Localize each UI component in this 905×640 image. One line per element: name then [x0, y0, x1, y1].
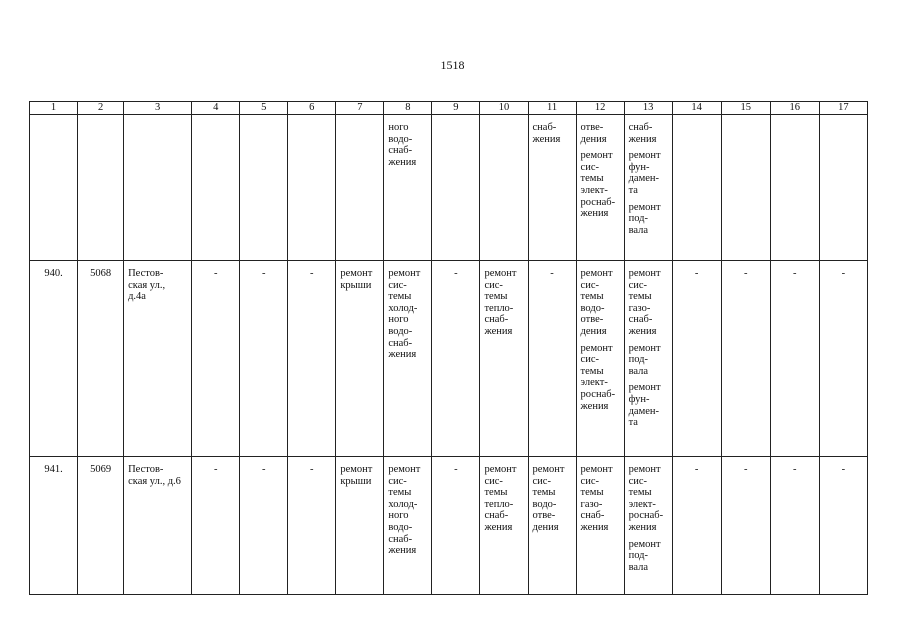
cell-col-13 [624, 457, 672, 595]
column-header: 7 [336, 102, 384, 115]
work-entry: ремонт сис- темы холод- ного водо- снаб- жения [388, 464, 421, 557]
table-row-continuation [30, 115, 868, 261]
column-header: 16 [770, 102, 819, 115]
column-header: 14 [672, 102, 721, 115]
cell-col-12 [576, 261, 624, 457]
address: Пестов- ская ул., д.4а [128, 268, 166, 303]
address-cell [124, 457, 192, 595]
cell [288, 115, 336, 261]
dash-cell [288, 261, 336, 457]
dash-cell [770, 261, 819, 457]
row-number-cell [30, 457, 78, 595]
row-number: 941. [44, 464, 63, 475]
dash: - [261, 464, 266, 475]
dash: - [550, 268, 554, 279]
dash-cell [240, 261, 288, 457]
work-entry: ремонт под- вала [628, 538, 661, 573]
work-entry: ного водо- снаб- жения [388, 122, 417, 168]
cell [480, 115, 528, 261]
building-code: 5069 [90, 464, 112, 475]
repair-schedule-table [29, 101, 868, 595]
work-entry: снаб- жения [532, 122, 561, 145]
dash-cell [721, 261, 770, 457]
work-entry: снаб- жения [628, 122, 657, 145]
cell-col-11 [528, 457, 576, 595]
column-header: 4 [192, 102, 240, 115]
dash-cell [432, 261, 480, 457]
page-number: 1518 [440, 58, 465, 72]
cell-col-12 [576, 457, 624, 595]
work-entry: ремонт сис- темы газо- снаб- жения [628, 268, 661, 337]
work-entry: ремонт сис- темы водо- отве- дения [532, 464, 565, 533]
cell-water-supply [384, 115, 432, 261]
cell-water-supply [384, 261, 432, 457]
column-header: 3 [124, 102, 192, 115]
dash: - [841, 464, 846, 475]
dash-cell [672, 261, 721, 457]
building-code: 5068 [90, 268, 112, 279]
dash-cell [721, 457, 770, 595]
column-header: 12 [576, 102, 624, 115]
dash-cell [672, 457, 721, 595]
column-header: 15 [721, 102, 770, 115]
cell-roof [336, 457, 384, 595]
work-entry: ремонт фун- дамен- та [628, 150, 661, 196]
cell [819, 115, 867, 261]
work-entry: ремонт сис- темы элект- роснаб- жения [580, 342, 616, 412]
dash-cell [770, 457, 819, 595]
cell-col-13 [624, 115, 672, 261]
dash: - [213, 464, 218, 475]
dash-cell [192, 457, 240, 595]
dash: - [743, 268, 748, 279]
cell [432, 115, 480, 261]
work-entry: ремонт крыши [340, 464, 373, 487]
column-header: 9 [432, 102, 480, 115]
work-entry: ремонт под- вала [628, 342, 661, 377]
address-cell [124, 261, 192, 457]
row-number-cell [30, 261, 78, 457]
dash: - [694, 464, 699, 475]
dash-cell [819, 457, 867, 595]
dash-cell [528, 261, 576, 457]
work-entry: ремонт сис- темы тепло- снаб- жения [484, 268, 517, 337]
work-entry: ремонт сис- темы холод- ного водо- снаб- жения [388, 268, 421, 361]
work-entry: отве- дения [580, 122, 607, 145]
dash: - [841, 268, 846, 279]
dash: - [213, 268, 218, 279]
work-entry: ремонт сис- темы водо- отве- дения [580, 268, 613, 337]
dash: - [793, 464, 797, 475]
work-entry: ремонт сис- темы элект- роснаб- жения [628, 464, 664, 533]
column-header: 11 [528, 102, 576, 115]
cell-heat-supply [480, 261, 528, 457]
cell [30, 115, 78, 261]
address: Пестов- ская ул., д.6 [128, 464, 181, 487]
cell [78, 115, 124, 261]
work-entry: ремонт сис- темы газо- снаб- жения [580, 464, 613, 533]
cell [721, 115, 770, 261]
column-header: 6 [288, 102, 336, 115]
column-header: 8 [384, 102, 432, 115]
dash: - [793, 268, 797, 279]
dash: - [310, 464, 314, 475]
table-row-941 [30, 457, 868, 595]
table-row-940 [30, 261, 868, 457]
dash-cell [819, 261, 867, 457]
dash-cell [432, 457, 480, 595]
dash: - [694, 268, 699, 279]
dash: - [743, 464, 748, 475]
dash: - [454, 268, 458, 279]
column-header: 10 [480, 102, 528, 115]
column-header: 1 [30, 102, 78, 115]
cell-col-11 [528, 115, 576, 261]
work-entry: ремонт сис- темы тепло- снаб- жения [484, 464, 517, 533]
dash-cell [192, 261, 240, 457]
work-entry: ремонт крыши [340, 268, 373, 291]
row-number: 940. [44, 268, 63, 279]
cell [770, 115, 819, 261]
dash-cell [240, 457, 288, 595]
work-entry: ремонт фун- дамен- та [628, 382, 661, 429]
cell [192, 115, 240, 261]
cell-heat-supply [480, 457, 528, 595]
column-header: 5 [240, 102, 288, 115]
code-cell [78, 261, 124, 457]
dash: - [454, 464, 458, 475]
cell [240, 115, 288, 261]
header-row [30, 102, 868, 115]
cell-water-supply [384, 457, 432, 595]
work-entry: ремонт сис- темы элект- роснаб- жения [580, 150, 616, 220]
cell-col-12 [576, 115, 624, 261]
cell-col-13 [624, 261, 672, 457]
cell-roof [336, 261, 384, 457]
cell [124, 115, 192, 261]
dash-cell [288, 457, 336, 595]
column-header: 13 [624, 102, 672, 115]
work-entry: ремонт под- вала [628, 201, 661, 236]
cell [336, 115, 384, 261]
column-header: 2 [78, 102, 124, 115]
column-header: 17 [819, 102, 867, 115]
cell [672, 115, 721, 261]
code-cell [78, 457, 124, 595]
dash: - [310, 268, 314, 279]
dash: - [261, 268, 266, 279]
